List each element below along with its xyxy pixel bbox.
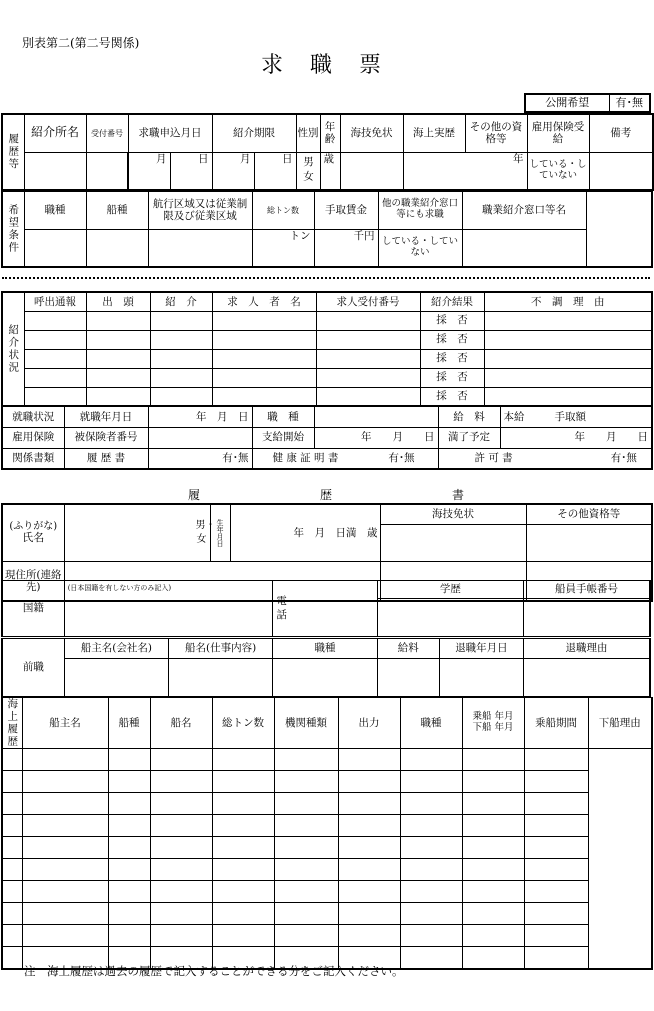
birth-label: 生年月日: [210, 504, 230, 561]
sea-history-cell[interactable]: [462, 771, 524, 793]
sea-history-cell[interactable]: [150, 925, 212, 947]
permit-doc-options[interactable]: 有･無: [610, 452, 637, 465]
address-label: 現住所(連絡先): [2, 561, 64, 601]
wish-wage-field[interactable]: 千円: [314, 229, 378, 267]
sea-history-cell[interactable]: [22, 749, 108, 771]
sea-history-cell[interactable]: [462, 815, 524, 837]
seaman-book-label: 船員手帳番号: [524, 581, 650, 599]
health-doc-label: 健 康 証 明 書: [272, 452, 339, 465]
sea-history-cell[interactable]: [150, 859, 212, 881]
table-row: [2, 837, 652, 859]
sea-history-cell[interactable]: [400, 881, 462, 903]
sea-reason-header: 下船理由: [588, 698, 652, 749]
remarks-header: 備考: [589, 114, 653, 152]
sea-history-cell[interactable]: [22, 815, 108, 837]
wish-table: [1, 190, 653, 268]
furigana-label: (ふりがな): [9, 520, 58, 532]
sea-history-cell[interactable]: [338, 925, 400, 947]
sea-history-cell[interactable]: [274, 793, 338, 815]
employment-date-label: 就職年月日: [64, 406, 148, 427]
cell[interactable]: [150, 311, 212, 330]
table-row: [2, 349, 652, 368]
nationality-note: (日本国籍を有しない方のみ記入): [67, 584, 172, 592]
sea-history-cell[interactable]: [400, 815, 462, 837]
docs-label: 関係書類: [2, 448, 64, 469]
age-header: 年齢: [320, 114, 340, 152]
other-quals-field[interactable]: [526, 524, 652, 561]
sea-history-cell[interactable]: [108, 837, 150, 859]
sea-history-cell[interactable]: [274, 859, 338, 881]
result-cell[interactable]: 採 否: [420, 368, 484, 387]
sea-history-cell[interactable]: [462, 903, 524, 925]
nationality-field[interactable]: [64, 581, 273, 637]
table-row: [2, 311, 652, 330]
table-row: [2, 368, 652, 387]
cell[interactable]: [484, 368, 652, 387]
sea-history-cell[interactable]: [108, 903, 150, 925]
sea-history-cell[interactable]: [108, 749, 150, 771]
cell[interactable]: [484, 387, 652, 406]
wish-wage-header: 手取賃金: [314, 191, 378, 229]
license-field[interactable]: [340, 152, 403, 190]
sea-history-cell[interactable]: [524, 749, 588, 771]
insured-no-field[interactable]: [148, 427, 252, 448]
intro-table: [1, 291, 653, 407]
wish-job-header: 職種: [24, 191, 86, 229]
cell[interactable]: [24, 311, 86, 330]
wish-other-options[interactable]: している・していない: [378, 229, 462, 267]
sea-history-cell[interactable]: [400, 771, 462, 793]
result-header: 紹介結果: [420, 292, 484, 311]
employer-header: 求 人 者 名: [212, 292, 316, 311]
sea-history-cell[interactable]: [150, 771, 212, 793]
sea-history-cell[interactable]: [274, 749, 338, 771]
license-label: 海技免状: [380, 504, 526, 524]
wish-other-agency-header: 他の職業紹介窓口等にも求職: [378, 191, 462, 229]
remarks-field[interactable]: [589, 152, 653, 190]
result-cell[interactable]: 採 否: [420, 349, 484, 368]
resume-doc-label: 履 歴 書: [64, 448, 148, 469]
prev-job-field[interactable]: [273, 659, 377, 697]
sea-history-cell[interactable]: [524, 859, 588, 881]
table-row: [2, 859, 652, 881]
prev-retire-date-field[interactable]: [439, 659, 523, 697]
apply-month[interactable]: 月: [128, 152, 170, 190]
sea-history-cell[interactable]: [212, 925, 274, 947]
sea-history-cell[interactable]: [400, 859, 462, 881]
cell[interactable]: [316, 349, 420, 368]
employment-job-label: 職 種: [252, 406, 314, 427]
seaman-book-field[interactable]: [524, 599, 650, 637]
cell[interactable]: [484, 349, 652, 368]
sea-history-cell[interactable]: [274, 903, 338, 925]
employment-job-field[interactable]: [314, 406, 438, 427]
sea-history-cell[interactable]: [462, 881, 524, 903]
sea-history-cell[interactable]: [400, 947, 462, 969]
sea-history-cell[interactable]: [462, 925, 524, 947]
wish-agency-name-field[interactable]: [462, 229, 586, 267]
prev-job-table: [1, 638, 651, 697]
job-no-header: 求人受付番号: [316, 292, 420, 311]
sea-history-cell[interactable]: [338, 793, 400, 815]
sea-period-header: 乗船期間: [524, 698, 588, 749]
prev-retire-reason-field[interactable]: [524, 659, 650, 697]
sea-history-cell[interactable]: [338, 859, 400, 881]
insurance-label: 雇用保険: [2, 427, 64, 448]
history-table: [1, 113, 654, 191]
cell[interactable]: [86, 387, 150, 406]
sea-history-cell[interactable]: [400, 903, 462, 925]
table-row: [2, 815, 652, 837]
sea-history-cell[interactable]: [22, 771, 108, 793]
annex-label: 別表第二(第二号関係): [22, 36, 140, 50]
sea-history-cell[interactable]: [150, 881, 212, 903]
name-label-cell: [2, 504, 64, 561]
sea-history-cell[interactable]: [524, 837, 588, 859]
sea-history-cell[interactable]: [150, 815, 212, 837]
salary-label: 給 料: [438, 406, 500, 427]
age-field[interactable]: 歳: [320, 152, 340, 190]
wish-ship-type-header: 船種: [86, 191, 148, 229]
sea-history-cell[interactable]: [108, 859, 150, 881]
education-field[interactable]: [377, 599, 523, 637]
sea-history-cell[interactable]: [22, 837, 108, 859]
sea-history-cell[interactable]: [22, 881, 108, 903]
sea-history-cell[interactable]: [400, 925, 462, 947]
prev-owner-field[interactable]: [64, 659, 168, 697]
sea-history-cell[interactable]: [212, 859, 274, 881]
notice-header: 呼出通報: [24, 292, 86, 311]
insurance-options[interactable]: している・していない: [527, 152, 589, 190]
sea-history-cell[interactable]: [2, 925, 22, 947]
sea-history-cell[interactable]: [108, 815, 150, 837]
table-row: [2, 387, 652, 406]
insured-no-label: 被保険者番号: [64, 427, 148, 448]
education-label: 学歴: [377, 581, 523, 599]
gender-header: 性別: [296, 114, 320, 152]
cell[interactable]: [150, 368, 212, 387]
sea-history-cell[interactable]: [274, 837, 338, 859]
sea-history-cell[interactable]: [338, 903, 400, 925]
sea-history-cell[interactable]: [400, 793, 462, 815]
sea-ship-header: 船名: [150, 698, 212, 749]
result-cell[interactable]: 採 否: [420, 387, 484, 406]
period-day[interactable]: 日: [254, 152, 296, 190]
sea-history-cell[interactable]: [2, 815, 22, 837]
permit-doc-cell[interactable]: [438, 448, 652, 469]
sea-history-cell[interactable]: [150, 749, 212, 771]
intro-side-label: 紹介状況: [2, 292, 24, 406]
apply-day[interactable]: 日: [170, 152, 212, 190]
wish-job-field[interactable]: [24, 229, 86, 267]
sea-power-header: 出力: [338, 698, 400, 749]
prev-job-label: 前職: [2, 639, 64, 697]
phone-label: 電話: [276, 594, 287, 621]
result-cell[interactable]: 採 否: [420, 311, 484, 330]
sea-history-cell[interactable]: [400, 749, 462, 771]
birth-field[interactable]: 年 月 日満 歳: [230, 504, 380, 561]
cell[interactable]: [150, 387, 212, 406]
insurance-header: 雇用保険受 給: [527, 114, 589, 152]
sea-history-cell[interactable]: [22, 925, 108, 947]
sea-history-cell[interactable]: [108, 881, 150, 903]
prev-owner-header: 船主名(会社名): [64, 639, 168, 659]
prev-retire-reason-header: 退職理由: [524, 639, 650, 659]
sea-history-cell[interactable]: [524, 925, 588, 947]
sea-history-cell[interactable]: [150, 903, 212, 925]
resume-doc-options[interactable]: 有･無: [148, 448, 252, 469]
wish-tonnage-field[interactable]: トン: [252, 229, 314, 267]
cell[interactable]: [212, 387, 316, 406]
table-row: [2, 903, 652, 925]
sea-history-cell[interactable]: [22, 793, 108, 815]
cell[interactable]: [316, 330, 420, 349]
receipt-field[interactable]: [86, 152, 128, 190]
receipt-header: 受付番号: [86, 114, 128, 152]
sea-history-cell[interactable]: [108, 925, 150, 947]
employment-table: [1, 405, 653, 470]
sea-board-header-cell: [462, 698, 524, 749]
sea-board-header: 乗船 年月: [472, 711, 514, 723]
wish-area-field[interactable]: [148, 229, 252, 267]
cell[interactable]: [484, 311, 652, 330]
sea-history-cell[interactable]: [212, 815, 274, 837]
prev-retire-date-header: 退職年月日: [439, 639, 523, 659]
result-cell[interactable]: 採 否: [420, 330, 484, 349]
sea-history-cell[interactable]: [212, 771, 274, 793]
sea-history-cell[interactable]: [108, 793, 150, 815]
sea-history-cell[interactable]: [274, 925, 338, 947]
sea-history-cell[interactable]: [150, 837, 212, 859]
prev-job-header: 職種: [273, 639, 377, 659]
employment-status-label: 就職状況: [2, 406, 64, 427]
pay-start-field[interactable]: 年 月 日: [314, 427, 438, 448]
cell[interactable]: [24, 349, 86, 368]
sea-history-cell[interactable]: [274, 815, 338, 837]
cell[interactable]: [86, 311, 150, 330]
sea-history-cell[interactable]: [212, 881, 274, 903]
prev-ship-header: 船名(仕事内容): [169, 639, 273, 659]
sea-type-header: 船種: [108, 698, 150, 749]
name-label: 氏名: [22, 531, 45, 545]
sea-history-cell[interactable]: [2, 881, 22, 903]
expire-label: 満了予定: [438, 427, 500, 448]
nationality-label: 国籍: [2, 581, 64, 637]
cell[interactable]: [212, 368, 316, 387]
cell[interactable]: [150, 349, 212, 368]
sea-history-cell[interactable]: [338, 815, 400, 837]
apply-date-header: 求職申込月日: [128, 114, 212, 152]
sea-tonnage-header: 総トン数: [212, 698, 274, 749]
sea-history-cell[interactable]: [338, 771, 400, 793]
sea-history-cell[interactable]: [400, 837, 462, 859]
gender-options[interactable]: 男女: [296, 152, 320, 190]
resume-table-2: [1, 580, 651, 637]
sea-history-cell[interactable]: [462, 947, 524, 969]
public-wish-value[interactable]: 有･無: [609, 94, 650, 112]
base-salary-label: 本給: [503, 410, 525, 423]
sea-engine-header: 機関種類: [274, 698, 338, 749]
net-salary-label: 手取額: [554, 410, 586, 423]
sea-history-cell[interactable]: [212, 793, 274, 815]
wish-tonnage-header: 総トン数: [252, 191, 314, 229]
sea-history-side-label: 海上履歴: [2, 698, 22, 749]
cell[interactable]: [24, 368, 86, 387]
sea-history-cell[interactable]: [524, 815, 588, 837]
agency-header: 紹介所名: [24, 114, 86, 152]
sea-history-cell[interactable]: [524, 947, 588, 969]
wish-side-label: 希望条件: [2, 191, 24, 267]
cell[interactable]: [86, 368, 150, 387]
sea-history-cell[interactable]: [22, 903, 108, 925]
health-doc-options[interactable]: 有･無: [388, 452, 415, 465]
sea-job-header: 職種: [400, 698, 462, 749]
period-month[interactable]: 月: [212, 152, 254, 190]
sea-history-cell[interactable]: [524, 881, 588, 903]
sea-history-cell[interactable]: [2, 793, 22, 815]
sea-history-cell[interactable]: [2, 947, 22, 969]
sea-history-cell[interactable]: [212, 749, 274, 771]
sea-history-cell[interactable]: [2, 771, 22, 793]
name-field[interactable]: [64, 504, 216, 561]
employment-date-field[interactable]: 年 月 日: [148, 406, 252, 427]
pay-start-label: 支給開始: [252, 427, 314, 448]
sea-history-cell[interactable]: [524, 903, 588, 925]
wish-area-header: 航行区域又は従業制限及び従業区域: [148, 191, 252, 229]
public-wish-box: [524, 93, 651, 113]
permit-doc-label: 許 可 書: [474, 452, 513, 465]
sea-history-cell[interactable]: [274, 881, 338, 903]
gender-options[interactable]: 男・女: [195, 519, 216, 545]
cell[interactable]: [212, 330, 316, 349]
license-field[interactable]: [380, 524, 526, 561]
sea-history-cell[interactable]: [338, 749, 400, 771]
sea-history-cell[interactable]: [462, 837, 524, 859]
resume-title: 履 歴 書: [187, 488, 464, 502]
period-header: 紹介期限: [212, 114, 296, 152]
other-quals-header: その他の資格等: [465, 114, 527, 152]
table-row: [2, 330, 652, 349]
prev-ship-field[interactable]: [169, 659, 273, 697]
sea-history-cell[interactable]: [462, 749, 524, 771]
cut-line: [2, 277, 650, 279]
sea-history-cell[interactable]: [108, 771, 150, 793]
sea-history-cell[interactable]: [524, 793, 588, 815]
sea-history-cell[interactable]: [22, 859, 108, 881]
cell[interactable]: [484, 330, 652, 349]
cell[interactable]: [150, 330, 212, 349]
history-side-label: 履歴等: [2, 114, 24, 190]
sea-history-cell[interactable]: [2, 837, 22, 859]
table-row: [2, 771, 652, 793]
wish-agency-name-header: 職業紹介窓口等名: [462, 191, 586, 229]
sea-history-cell[interactable]: [462, 859, 524, 881]
sea-history-cell[interactable]: [462, 793, 524, 815]
sea-history-cell[interactable]: [2, 859, 22, 881]
cell[interactable]: [86, 349, 150, 368]
table-row: [2, 793, 652, 815]
sea-history-cell[interactable]: [338, 881, 400, 903]
agency-field[interactable]: [24, 152, 86, 190]
sea-history-cell[interactable]: [338, 837, 400, 859]
sea-owner-header: 船主名: [22, 698, 108, 749]
public-wish-label: 公開希望: [525, 94, 609, 112]
salary-field[interactable]: [500, 406, 652, 427]
phone-field[interactable]: [273, 581, 377, 637]
cell[interactable]: [316, 311, 420, 330]
sea-history-cell[interactable]: [150, 793, 212, 815]
cell[interactable]: [212, 349, 316, 368]
sea-history-cell[interactable]: [2, 903, 22, 925]
table-row: [2, 881, 652, 903]
reason-header: 不 調 理 由: [484, 292, 652, 311]
table-row: [2, 925, 652, 947]
sea-history-cell[interactable]: [2, 749, 22, 771]
cell[interactable]: [24, 387, 86, 406]
appear-header: 出 頭: [86, 292, 150, 311]
table-row: [2, 749, 652, 771]
cell[interactable]: [86, 330, 150, 349]
sea-leave-header: 下船 年月: [472, 722, 514, 733]
prev-salary-header: 給料: [377, 639, 439, 659]
wish-ship-type-field[interactable]: [86, 229, 148, 267]
sea-history-table: [1, 697, 653, 970]
sea-history-cell[interactable]: [524, 771, 588, 793]
footnote: 注 海上履歴は過去の履歴で記入することができる分をご記入ください。: [24, 964, 404, 978]
cell[interactable]: [24, 330, 86, 349]
intro-header: 紹 介: [150, 292, 212, 311]
sea-history-cell[interactable]: [274, 771, 338, 793]
prev-salary-field[interactable]: [377, 659, 439, 697]
license-header: 海技免状: [340, 114, 403, 152]
sea-exp-header: 海上実歴: [403, 114, 465, 152]
cell[interactable]: [316, 387, 420, 406]
sea-exp-field[interactable]: 年: [403, 152, 527, 190]
expire-field[interactable]: 年 月 日: [500, 427, 652, 448]
cell[interactable]: [212, 311, 316, 330]
page-title: 求 職 票: [261, 53, 391, 78]
cell[interactable]: [316, 368, 420, 387]
health-doc-cell[interactable]: [252, 448, 438, 469]
sea-history-cell[interactable]: [212, 903, 274, 925]
other-quals-label: その他資格等: [526, 504, 652, 524]
wish-blank: [586, 191, 652, 267]
sea-history-cell[interactable]: [212, 837, 274, 859]
